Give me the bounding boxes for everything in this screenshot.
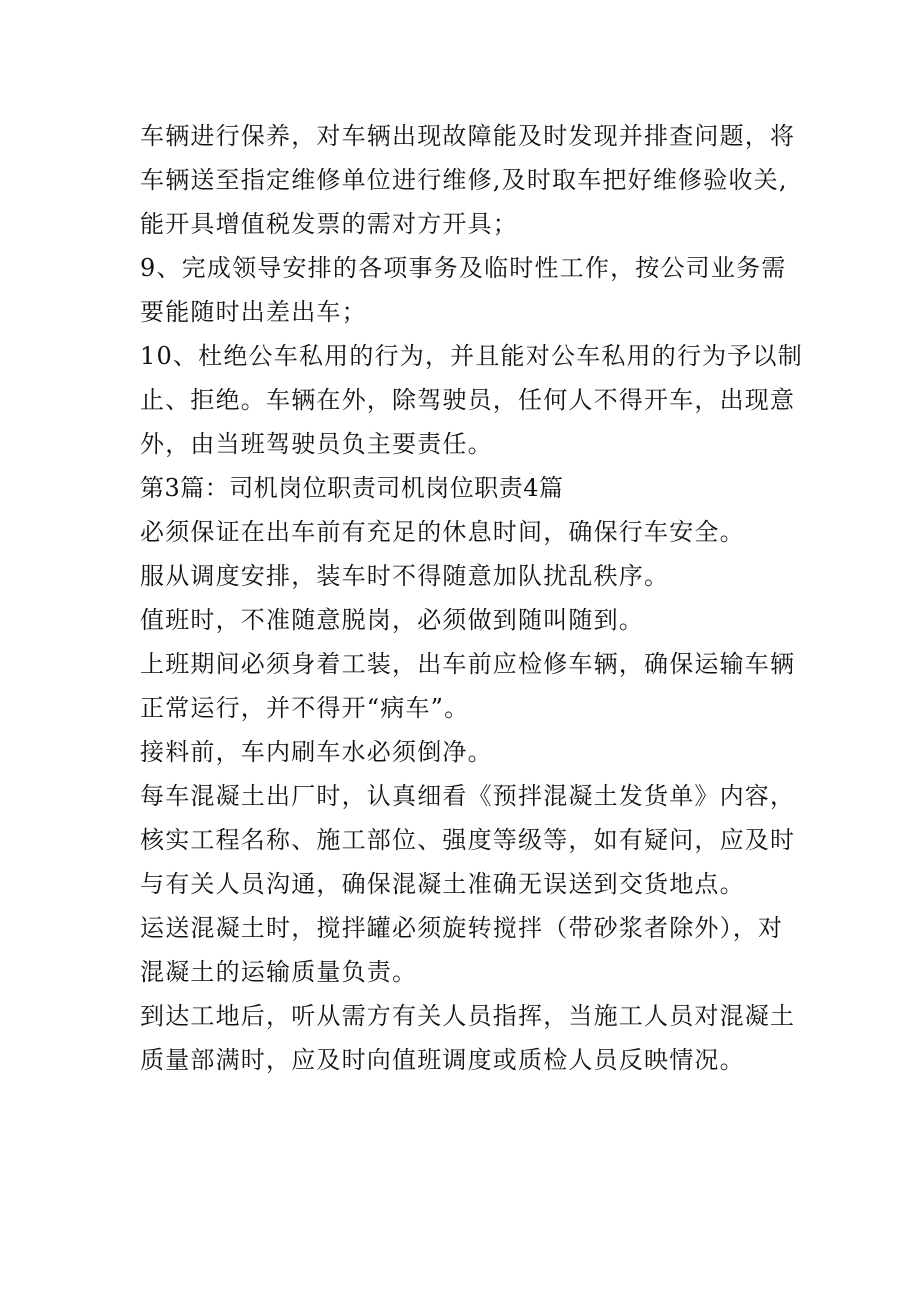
paragraph: 每车混凝土出厂时，认真细看《预拌混凝土发货单》内容， xyxy=(140,782,796,810)
paragraph: 上班期间必须身着工装，出车前应检修车辆，确保运输车辆 xyxy=(140,650,796,678)
text-line: 混凝土的运输质量负责。 xyxy=(140,958,418,986)
text-line: 车辆送至指定维修单位进行维修,及时取车把好维修验收关, xyxy=(140,166,788,194)
paragraph: 运送混凝土时，搅拌罐必须旋转搅拌（带砂浆者除外），对 xyxy=(140,914,784,942)
text-line: 与有关人员沟通，确保混凝土准确无误送到交货地点。 xyxy=(140,870,745,898)
text-line: 能开具增值税发票的需对方开具； xyxy=(140,210,518,238)
paragraph: 服从调度安排，装车时不得随意加队扰乱秩序。 xyxy=(140,562,670,590)
paragraph: 接料前，车内刷车水必须倒净。 xyxy=(140,738,493,766)
document-body xyxy=(140,114,803,1082)
text-line: 要能随时出差出车； xyxy=(140,298,367,326)
paragraph: 必须保证在出车前有充足的休息时间，确保行车安全。 xyxy=(140,518,745,546)
text-line: 止、拒绝。车辆在外，除驾驶员，任何人不得开车，出现意 xyxy=(140,386,796,414)
paragraph: 到达工地后，听从需方有关人员指挥，当施工人员对混凝土 xyxy=(140,1002,796,1030)
text-line: 正常运行，并不得开“病车”。 xyxy=(140,694,470,722)
paragraph: 值班时，不准随意脱岗，必须做到随叫随到。 xyxy=(140,606,644,634)
list-item-9: 9、完成领导安排的各项事务及临时性工作，按公司业务需 xyxy=(140,254,787,282)
text-line: 车辆进行保养，对车辆出现故障能及时发现并排查问题，将 xyxy=(140,122,796,150)
section-heading: 第3篇：司机岗位职责司机岗位职责4篇 xyxy=(140,474,564,502)
text-line: 核实工程名称、施工部位、强度等级等，如有疑问，应及时 xyxy=(140,826,796,854)
list-item-10: 10、杜绝公车私用的行为，并且能对公车私用的行为予以制 xyxy=(140,342,803,370)
text-line: 外，由当班驾驶员负主要责任。 xyxy=(140,430,493,458)
text-line: 质量部满时，应及时向值班调度或质检人员反映情况。 xyxy=(140,1046,745,1074)
